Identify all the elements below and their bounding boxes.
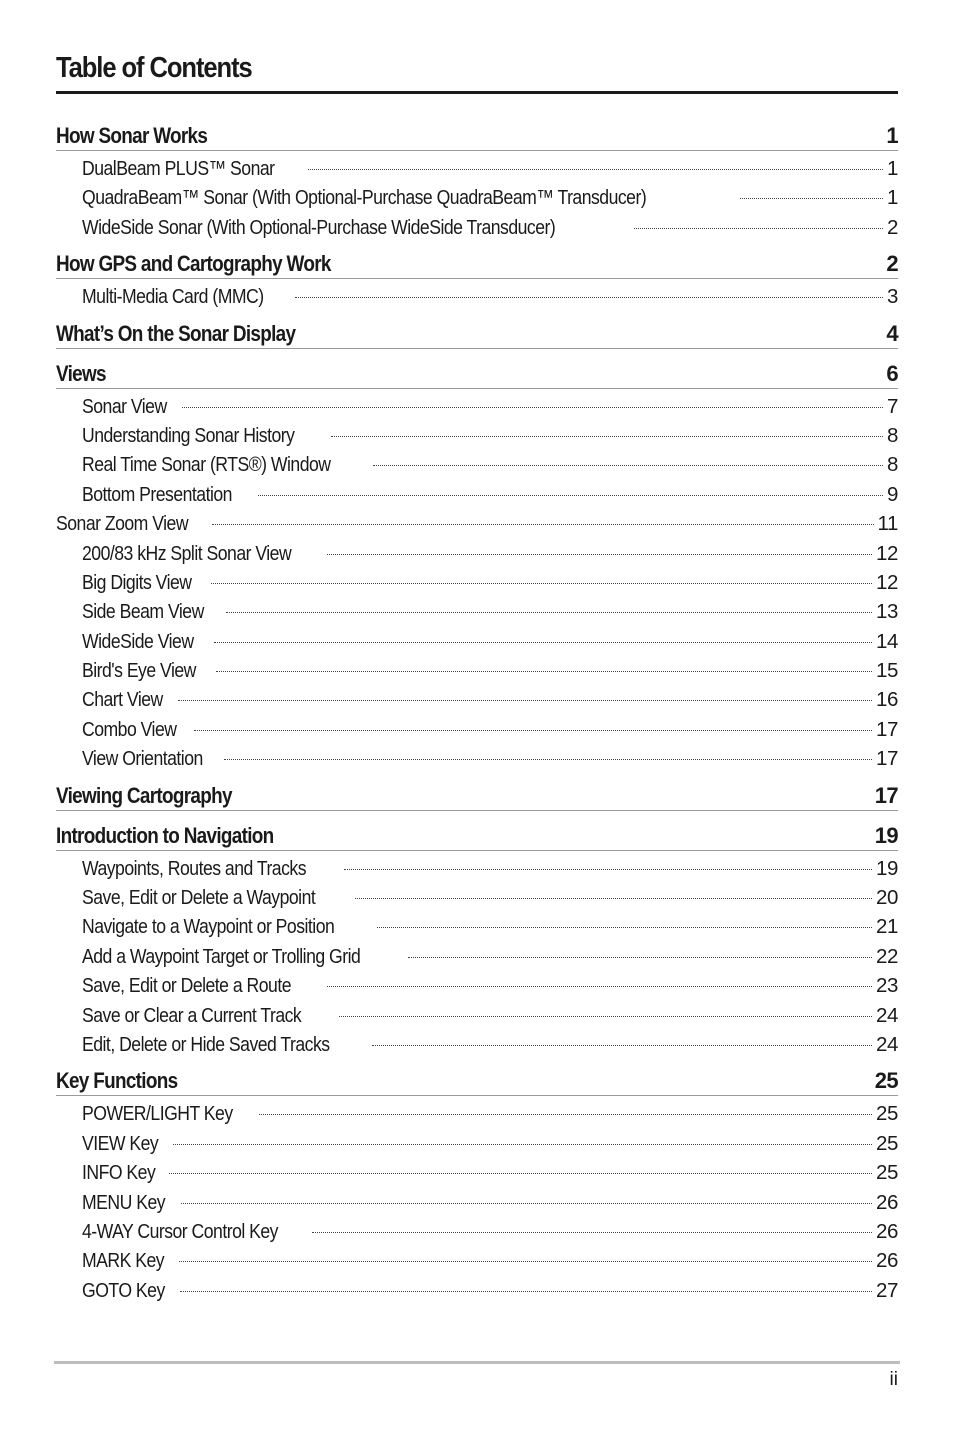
dot-leader [179,1261,872,1262]
toc-entry-page-number: 26 [875,1219,898,1243]
dot-leader [331,436,883,437]
toc-entry[interactable] [56,539,898,568]
toc-entry[interactable] [56,568,898,597]
toc-entry-page-number: 13 [875,600,898,624]
toc-entry-label: Combo View [82,717,177,741]
section-heading-label: What’s On the Sonar Display [56,320,296,346]
toc-entry-page-number: 11 [877,512,898,536]
section-heading[interactable] [56,814,898,851]
toc-entry-label: Side Beam View [82,600,204,624]
toc-entry-page-number: 25 [875,1131,898,1155]
toc-entry[interactable] [56,421,898,450]
title-rule [56,91,898,94]
dot-leader [344,869,872,870]
toc-entry-label: Big Digits View [82,570,192,594]
section-heading-label: How GPS and Cartography Work [56,251,331,277]
toc-entry[interactable] [56,656,898,685]
toc-entry[interactable] [56,1246,898,1275]
toc-entry-label: MARK Key [82,1249,165,1273]
toc-entry-label: QuadraBeam™ Sonar (With Optional-Purchase QuadraBeam™ Transducer) [82,186,647,210]
toc-entry[interactable] [56,1001,898,1030]
toc-entry-page-number: 23 [875,974,898,998]
toc-entry-label: Real Time Sonar (RTS®) Window [82,453,331,477]
toc-entry[interactable] [56,480,898,509]
toc-entry-page-number: 25 [875,1102,898,1126]
section-heading[interactable] [56,774,898,811]
toc-entry-page-number: 12 [875,570,898,594]
section-heading[interactable] [56,1059,898,1096]
toc-entry-label: WideSide Sonar (With Optional-Purchase WideSide Transducer) [82,215,556,239]
dot-leader [181,1203,872,1204]
dot-leader [308,169,883,170]
section-heading[interactable] [56,352,898,389]
toc-entry-page-number: 19 [875,856,898,880]
section-page-number: 17 [874,782,898,808]
toc-entry-page-number: 12 [875,541,898,565]
toc-entry[interactable] [56,450,898,479]
toc-entry-label: Edit, Delete or Hide Saved Tracks [82,1032,330,1056]
toc-entry[interactable] [56,282,898,311]
toc-entry-page-number: 16 [875,688,898,712]
toc-section [56,352,898,774]
dot-leader [373,465,883,466]
dot-leader [226,612,872,613]
section-heading-label: Key Functions [56,1068,178,1094]
dot-leader [377,927,872,928]
toc-entry[interactable] [56,971,898,1000]
toc-entry-page-number: 1 [886,157,898,180]
toc-entry[interactable] [56,1276,898,1305]
toc-entry[interactable] [56,1217,898,1246]
dot-leader [339,1016,872,1017]
dot-leader [327,554,872,555]
toc-entry-page-number: 9 [886,482,898,506]
toc-entry-page-number: 25 [875,1161,898,1185]
dot-leader [634,228,883,229]
toc-entry-label: DualBeam PLUS™ Sonar [82,157,275,180]
toc-entry-label: Multi-Media Card (MMC) [82,285,264,309]
dot-leader [214,642,872,643]
toc-entry-label: Waypoints, Routes and Tracks [82,856,306,880]
dot-leader [216,671,872,672]
toc-entry-page-number: 2 [886,215,898,239]
toc-entry-label: Chart View [82,688,163,712]
toc-entry-page-number: 17 [875,717,898,741]
section-heading-label: Viewing Cartography [56,782,232,808]
toc-entry[interactable] [56,1030,898,1059]
page-title: Table of Contents [56,52,252,84]
dot-leader [224,759,872,760]
toc-entry[interactable] [56,509,898,538]
toc-entry[interactable] [56,912,898,941]
toc-section [56,1059,898,1305]
toc-entry[interactable] [56,1099,898,1128]
section-heading-label: Introduction to Navigation [56,822,274,848]
dot-leader [295,297,883,298]
section-heading[interactable] [56,312,898,349]
section-page-number: 19 [874,822,898,848]
toc-entry-page-number: 7 [886,394,898,418]
page-number: ii [889,1369,898,1390]
toc-entry-label: Navigate to a Waypoint or Position [82,915,335,939]
toc-entry-page-number: 21 [875,915,898,939]
toc-entry-page-number: 26 [875,1249,898,1273]
toc-entry-page-number: 27 [875,1278,898,1302]
toc-entry-label: Understanding Sonar History [82,423,295,447]
toc-entry-label: Sonar View [82,394,167,418]
dot-leader [211,583,872,584]
toc-entry-label: Save or Clear a Current Track [82,1003,302,1027]
toc-entry-page-number: 26 [875,1190,898,1214]
toc-entry[interactable] [56,392,898,421]
section-heading[interactable] [56,114,898,151]
toc-entry-label: GOTO Key [82,1278,165,1302]
table-of-contents [56,114,898,1305]
dot-leader [169,1173,872,1174]
toc-entry-label: 200/83 kHz Split Sonar View [82,541,292,565]
section-page-number: 1 [886,123,898,148]
dot-leader [327,986,872,987]
toc-entry-label: 4-WAY Cursor Control Key [82,1219,278,1243]
toc-entry-label: Save, Edit or Delete a Waypoint [82,886,316,910]
toc-entry[interactable] [56,213,898,242]
toc-entry-page-number: 22 [875,944,898,968]
toc-entry[interactable] [56,597,898,626]
toc-entry-label: VIEW Key [82,1131,159,1155]
dot-leader [180,1291,872,1292]
section-page-number: 25 [874,1068,898,1094]
dot-leader [372,1045,872,1046]
dot-leader [182,407,883,408]
toc-entry[interactable] [56,883,898,912]
toc-entry-label: WideSide View [82,629,194,653]
toc-entry-label: Save, Edit or Delete a Route [82,974,291,998]
toc-entry[interactable] [56,942,898,971]
dot-leader [355,898,872,899]
dot-leader [258,495,883,496]
toc-entry-page-number: 3 [886,285,898,309]
toc-entry[interactable] [56,1188,898,1217]
dot-leader [408,957,872,958]
toc-entry-label: Sonar Zoom View [56,512,189,536]
toc-entry-label: Bird's Eye View [82,659,196,683]
toc-entry[interactable] [56,685,898,714]
toc-entry[interactable] [56,1129,898,1158]
toc-section [56,814,898,1060]
toc-entry-page-number: 24 [875,1003,898,1027]
toc-entry[interactable] [56,1158,898,1187]
dot-leader [212,524,874,525]
toc-entry-page-number: 24 [875,1032,898,1056]
toc-entry[interactable] [56,627,898,656]
dot-leader [740,198,883,199]
dot-leader [178,700,872,701]
toc-section [56,242,898,311]
toc-section [56,114,898,242]
toc-entry[interactable] [56,744,898,773]
section-page-number: 2 [886,251,898,277]
toc-entry-label: View Orientation [82,747,203,771]
toc-entry-label: INFO Key [82,1161,156,1185]
toc-entry-page-number: 17 [875,747,898,771]
toc-entry-label: Add a Waypoint Target or Trolling Grid [82,944,361,968]
dot-leader [312,1232,872,1233]
section-heading-label: Views [56,360,106,386]
toc-entry-page-number: 15 [875,659,898,683]
section-page-number: 6 [886,360,898,386]
toc-entry[interactable] [56,715,898,744]
dot-leader [259,1114,872,1115]
toc-entry-page-number: 8 [886,453,898,477]
toc-entry-page-number: 20 [875,886,898,910]
toc-section [56,312,898,349]
toc-entry-page-number: 14 [875,629,898,653]
toc-entry-label: MENU Key [82,1190,166,1214]
toc-entry-label: POWER/LIGHT Key [82,1102,233,1126]
toc-section [56,774,898,811]
toc-entry-page-number: 1 [886,186,898,210]
section-heading[interactable] [56,242,898,279]
dot-leader [173,1144,872,1145]
section-heading-label: How Sonar Works [56,123,208,148]
footer-rule [54,1361,900,1364]
toc-entry[interactable] [56,154,898,183]
toc-entry[interactable] [56,183,898,212]
section-page-number: 4 [886,320,898,346]
toc-entry-label: Bottom Presentation [82,482,232,506]
dot-leader [194,730,872,731]
toc-entry-page-number: 8 [886,423,898,447]
toc-entry[interactable] [56,854,898,883]
